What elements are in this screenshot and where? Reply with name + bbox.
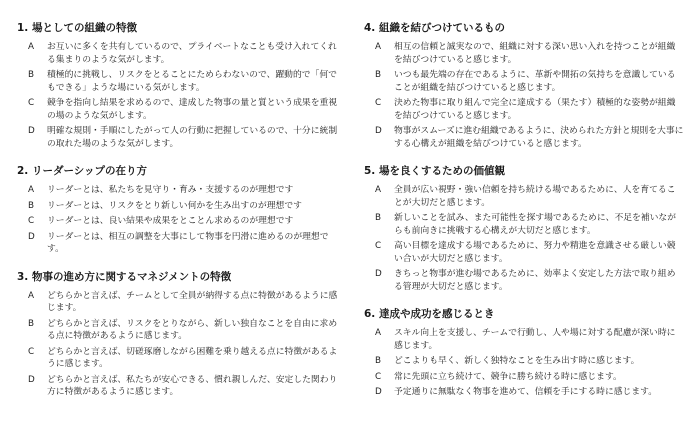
- option-text: 全員が広い視野・強い信頼を持ち続ける場であるために、人を育てることが大切だと感じます。: [394, 185, 676, 208]
- question-section: [364, 307, 684, 399]
- option-letter: D: [28, 126, 35, 136]
- option-text: きちっと物事が進む場であるために、効率よく安定した方法で取り組める管理が大切だと感じます。: [394, 269, 676, 292]
- answer-option: [364, 355, 684, 368]
- option-letter: D: [375, 387, 382, 397]
- option-text: どちらかと言えば、切磋琢磨しながら困難を乗り越える点に特徴があるように感じます。: [47, 346, 338, 369]
- option-text: 明確な規則・手順にしたがって人の行動に把握しているので、十分に統制の取れた場のような気がします。: [47, 126, 338, 149]
- option-text: 高い目標を達成する場であるために、努力や精進を意識させる厳しい競い合いが大切だと感じます。: [394, 241, 676, 264]
- left-column: [17, 21, 339, 413]
- option-text: 予定通りに無駄なく物事を進めて、信頼を手にする時に感じます。: [394, 387, 658, 397]
- option-letter: A: [28, 290, 35, 301]
- question-section: [17, 21, 339, 150]
- option-text: 新しいことを試み、また可能性を探す場であるために、不足を補いながらも前向きに挑戦する心構えが大切だと感じます。: [394, 213, 677, 236]
- option-text: 競争を指向し結果を求めるので、達成した物事の量と質という成果を重視の場のような気がします。: [47, 98, 338, 121]
- option-text: 物事がスムーズに進む組織であるように、決められた方針と規則を大事にする心構えが組織を結びつけていると感じます。: [394, 126, 684, 149]
- question-section: [364, 164, 684, 293]
- answer-option: [17, 69, 339, 94]
- answer-option: [364, 386, 684, 399]
- option-letter: A: [28, 42, 35, 52]
- answer-option: [17, 231, 339, 256]
- option-letter: C: [28, 346, 35, 357]
- answer-option: [364, 69, 684, 94]
- question-section: [17, 270, 339, 399]
- option-text: 相互の信頼と誠実なので、組織に対する深い思い入れを持つことが組織を結びつけていると感じます。: [394, 42, 676, 65]
- answer-option: [17, 290, 339, 315]
- option-letter: B: [375, 356, 382, 366]
- option-text: お互いに多くを共有しているので、プライベートなことも受け入れてくれる集まりのような気がします。: [47, 42, 337, 65]
- answer-option: [17, 215, 339, 228]
- option-letter: C: [375, 98, 382, 108]
- option-text: 積極的に挑戦し、リスクをとることにためらわないので、躍動的で「何でもできる」ような場にいる気がします。: [47, 70, 337, 93]
- section-title: 3. 物事の進め方に関するマネジメントの特徴: [17, 270, 232, 283]
- option-letter: A: [28, 185, 35, 195]
- answer-option: [17, 97, 339, 122]
- answer-option: [17, 125, 339, 150]
- answer-option: [364, 97, 684, 122]
- option-letter: A: [375, 42, 382, 52]
- answer-option: [364, 240, 684, 265]
- answer-option: [364, 212, 684, 237]
- option-letter: D: [375, 126, 382, 136]
- option-text: どちらかと言えば、リスクをとりながら、新しい独自なことを自由に求める点に特徴があるように感じます。: [47, 318, 338, 341]
- option-text: どこよりも早く、新しく独特なことを生み出す時に感じます。: [394, 356, 640, 366]
- option-letter: B: [375, 213, 382, 223]
- option-letter: A: [375, 185, 382, 195]
- option-text: リーダーとは、リスクをとり新しい何かを生み出すのが理想です: [47, 200, 302, 211]
- option-text: リーダーとは、私たちを見守り・育み・支援するのが理想です: [47, 185, 294, 195]
- answer-option: [17, 200, 339, 213]
- option-letter: C: [28, 98, 35, 108]
- answer-option: [364, 327, 684, 352]
- question-section: [17, 164, 339, 256]
- section-title: 2. リーダーシップの在り方: [17, 165, 148, 177]
- option-letter: C: [375, 371, 382, 382]
- answer-option: [17, 346, 339, 371]
- answer-option: [17, 318, 339, 343]
- option-letter: B: [28, 70, 35, 80]
- option-text: リーダーとは、良い結果や成果をとことん求めるのが理想です: [47, 216, 294, 226]
- option-text: 決めた物事に取り組んで完全に達成する（果たす）積極的な姿勢が組織を結びつけていると感じます。: [394, 98, 676, 121]
- section-title: 1. 場としての組織の特徴: [17, 22, 137, 34]
- option-text: どちらかと言えば、私たちが安心できる、慣れ親しんだ、安定した関わり方に特徴があるように感じます。: [47, 374, 338, 397]
- section-title: 6. 達成や成功を感じるとき: [364, 308, 495, 320]
- answer-option: [364, 125, 684, 150]
- question-section: [364, 21, 684, 150]
- answer-option: [364, 41, 684, 66]
- answer-option: [17, 184, 339, 197]
- option-letter: B: [375, 70, 382, 80]
- option-text: スキル向上を支援し、チームで行動し、人や場に対する配慮が深い時に感じます。: [394, 328, 676, 351]
- option-letter: D: [375, 269, 382, 279]
- option-letter: A: [375, 328, 382, 338]
- answer-option: [364, 371, 684, 384]
- answer-option: [17, 374, 339, 399]
- option-letter: B: [28, 318, 35, 329]
- answer-option: [17, 41, 339, 66]
- option-letter: B: [28, 200, 35, 211]
- section-title: 4. 組織を結びつけているもの: [364, 22, 505, 34]
- answer-option: [364, 184, 684, 209]
- option-letter: C: [28, 216, 35, 226]
- option-letter: D: [28, 374, 35, 385]
- section-title: 5. 場を良くするための価値観: [364, 165, 505, 177]
- right-column: [364, 21, 684, 413]
- option-text: いつも最先端の存在であるように、革新や開拓の気持ちを意識していることが組織を結びつけていると感じます。: [394, 70, 676, 93]
- option-text: どちらかと言えば、チームとして全員が納得する点に特徴があるように感じます。: [47, 290, 338, 313]
- answer-option: [364, 268, 684, 293]
- option-letter: C: [375, 241, 382, 251]
- option-text: 常に先頭に立ち続けて、競争に勝ち続ける時に感じます。: [394, 371, 622, 382]
- option-letter: D: [28, 231, 35, 242]
- option-text: リーダーとは、相互の調整を大事にして物事を円滑に進めるのが理想です。: [47, 231, 329, 254]
